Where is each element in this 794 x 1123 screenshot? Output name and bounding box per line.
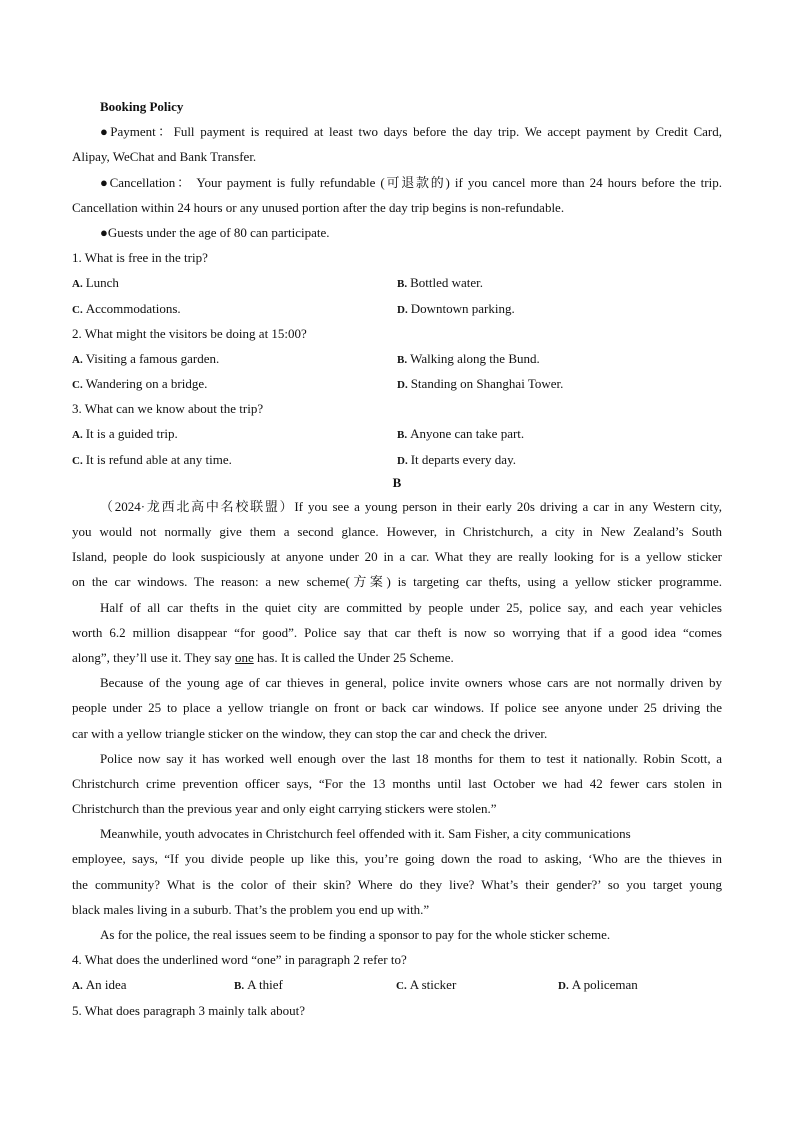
option: A. An idea bbox=[72, 977, 127, 993]
options-row bbox=[72, 421, 722, 446]
options-row bbox=[72, 296, 722, 321]
option: C. Wandering on a bridge. bbox=[72, 376, 208, 392]
question-stem: 3. What can we know about the trip? bbox=[72, 401, 264, 417]
options-row bbox=[72, 447, 722, 472]
passage-line: people under 25 to place a yellow triangle on front or back car windows. If police see anyone under 25 driving the bbox=[72, 700, 722, 716]
option: A. Visiting a famous garden. bbox=[72, 350, 220, 366]
passage-line: black males living in a suburb. That’s the problem you end up with.” bbox=[72, 901, 430, 917]
option: D. A policeman bbox=[558, 977, 638, 993]
options-row bbox=[72, 346, 722, 371]
section-b-heading: B bbox=[392, 474, 402, 490]
cancellation-line-2: Cancellation within 24 hours or any unused portion after the day trip begins is non-refundable. bbox=[72, 199, 565, 215]
passage-line: Christchurch than the previous year and only eight carrying stickers were stolen.” bbox=[72, 801, 497, 817]
underlined-word: one bbox=[234, 649, 254, 665]
option: C. Accommodations. bbox=[72, 300, 181, 316]
option: A. It is a guided trip. bbox=[72, 426, 178, 442]
options-row bbox=[72, 270, 722, 295]
passage-line: As for the police, the real issues seem to be finding a sponsor to pay for the whole sticker scheme. bbox=[100, 927, 611, 942]
payment-line-1: ●Payment：Full payment is required at least two days before the day trip. We accept payment by Credit Card, bbox=[100, 124, 722, 140]
passage-line: you would not normally give them a second glance. However, in Christchurch, a city in New Zealand’s South bbox=[72, 524, 722, 539]
question-stem: 1. What is free in the trip? bbox=[72, 250, 208, 266]
cancellation-line-1: ●Cancellation： Your payment is fully refundable (可退款的) if you cancel more than 24 hours before the trip. bbox=[100, 174, 722, 190]
passage-line: Half of all car thefts in the quiet city are committed by people under 25, police say, and each year vehicles bbox=[100, 599, 722, 615]
option: C. A sticker bbox=[396, 977, 457, 993]
passage-line: the community? What is the color of their skin? Where do they live? What’s their gender?’ so you target young bbox=[72, 876, 722, 892]
passage-line: Police now say it has worked well enough over the last 18 months for them to test it nationally. Robin Scott, a bbox=[100, 750, 722, 766]
passage-line: Island, people do look suspiciously at anyone under 20 in a car. What they are really looking for is a yellow sticker bbox=[72, 549, 722, 565]
passage-line: car with a yellow triangle sticker on the window, they can stop the car and check the driver. bbox=[72, 725, 548, 741]
passage-line: Because of the young age of car thieves in general, police invite owners whose cars are not normally driven by bbox=[100, 675, 722, 691]
passage-line: （2024·龙西北高中名校联盟）If you see a young person in their early 20s driving a car in any Western city, bbox=[100, 498, 722, 514]
option: D. Downtown parking. bbox=[397, 300, 515, 316]
passage-line: Meanwhile, youth advocates in Christchurch feel offended with it. Sam Fisher, a city communications bbox=[100, 826, 631, 842]
passage-line: worth 6.2 million disappear “for good”. Police say that car theft is now so worrying that if a good idea “comes bbox=[72, 624, 722, 640]
option: A. Lunch bbox=[72, 275, 119, 291]
question-stem: 2. What might the visitors be doing at 15:00? bbox=[72, 325, 307, 341]
option: B. Walking along the Bund. bbox=[397, 350, 540, 366]
payment-line-2: Alipay, WeChat and Bank Transfer. bbox=[72, 149, 257, 165]
options-row bbox=[72, 972, 722, 997]
passage-line: Christchurch crime prevention officer says, “For the 13 months until last October we had 42 fewer cars stolen in bbox=[72, 775, 722, 791]
passage-line: employee, says, “If you divide people up like this, you’re going down the road to asking, ‘Who are the thieves in bbox=[72, 851, 722, 867]
passage-line: along”, they’ll use it. They say one has. It is called the Under 25 Scheme. bbox=[72, 649, 454, 665]
option: B. Bottled water. bbox=[397, 275, 484, 291]
option: D. It departs every day. bbox=[397, 451, 516, 467]
options-row bbox=[72, 371, 722, 396]
option: B. A thief bbox=[234, 977, 283, 993]
option: B. Anyone can take part. bbox=[397, 426, 525, 442]
option: C. It is refund able at any time. bbox=[72, 451, 232, 467]
guests-line: ●Guests under the age of 80 can participate. bbox=[100, 224, 330, 240]
question-stem: 4. What does the underlined word “one” in paragraph 2 refer to? bbox=[72, 952, 407, 968]
question-stem: 5. What does paragraph 3 mainly talk about? bbox=[72, 1002, 305, 1018]
booking-heading: Booking Policy bbox=[100, 99, 184, 114]
option: D. Standing on Shanghai Tower. bbox=[397, 376, 564, 392]
document-page bbox=[72, 94, 722, 1023]
passage-line: on the car windows. The reason: a new scheme(方案) is targeting car thefts, using a yellow sticker programme. bbox=[72, 574, 722, 590]
